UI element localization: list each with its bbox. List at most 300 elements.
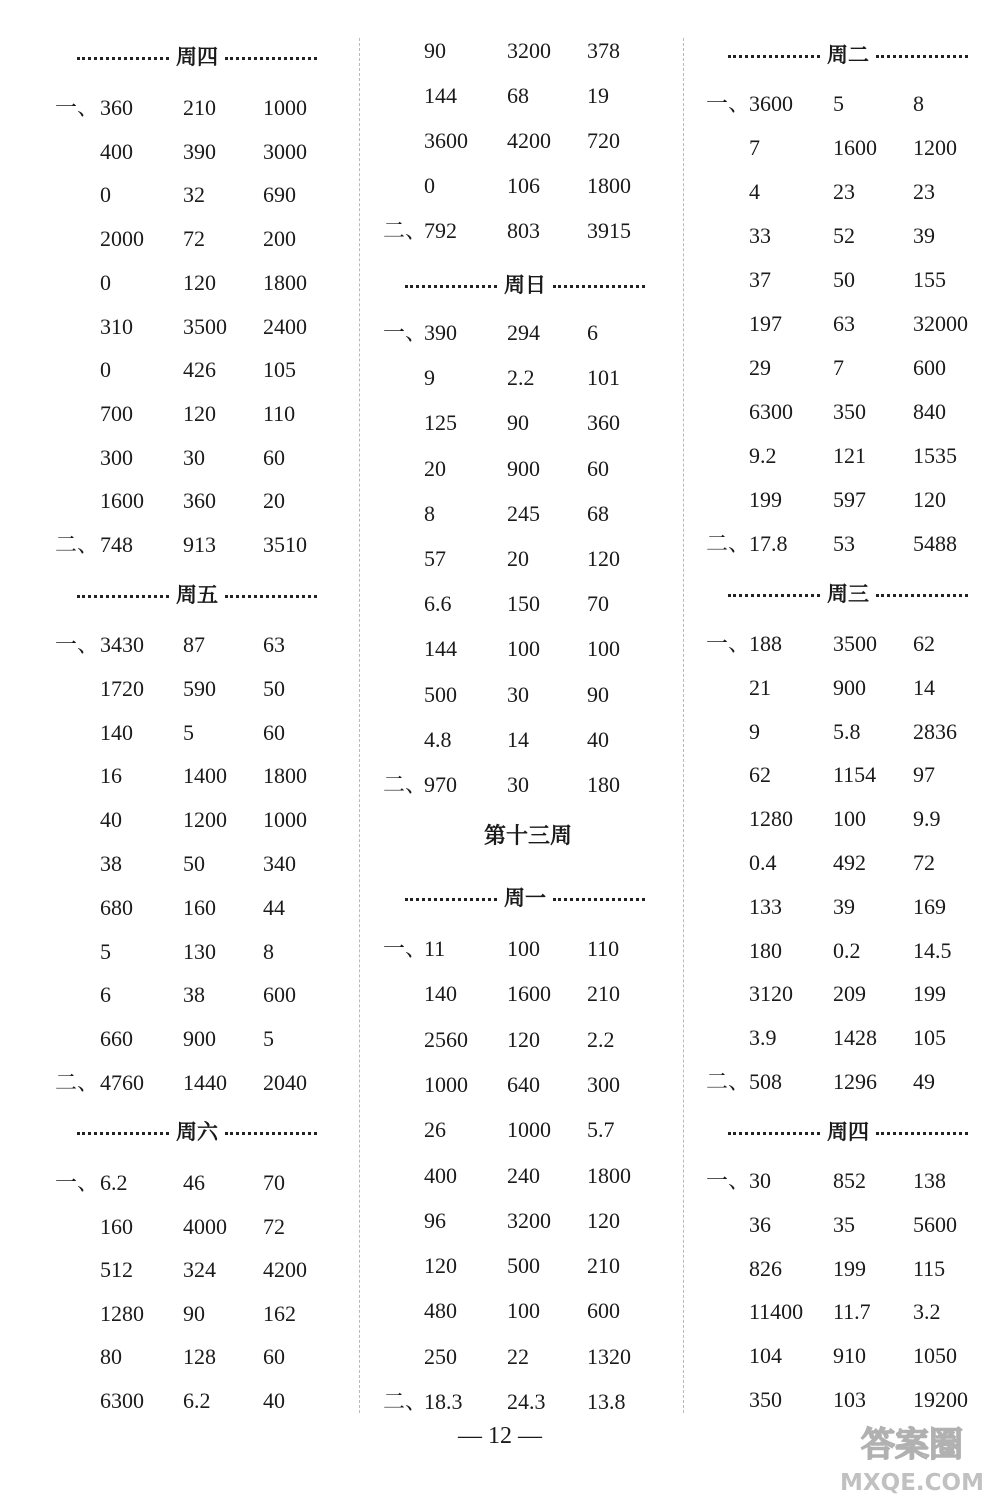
day-section-header	[77, 1117, 317, 1147]
answer-value: 155	[913, 267, 946, 292]
answer-value: 4200	[507, 128, 551, 153]
answer-value: 1050	[913, 1343, 957, 1369]
answer-value: 125	[424, 410, 457, 436]
answer-value: 2.2	[507, 365, 535, 391]
answer-value: 14	[507, 726, 529, 752]
answer-value: 3915	[587, 218, 631, 243]
answer-value: 7	[833, 355, 844, 380]
answer-value: 68	[587, 500, 609, 526]
answer-value: 100	[507, 936, 540, 961]
answer-value: 30	[749, 1168, 771, 1193]
question-label: 一、	[706, 631, 751, 656]
day-title: 周四	[827, 1120, 869, 1144]
dotted-leader	[728, 1132, 820, 1135]
answer-value: 970	[424, 772, 457, 797]
answer-value: 200	[263, 226, 296, 252]
answer-value: 826	[749, 1255, 782, 1281]
answer-value: 3600	[424, 128, 468, 153]
dotted-leader	[77, 1132, 169, 1135]
day-title: 周日	[504, 273, 546, 297]
answer-value: 104	[749, 1343, 782, 1369]
answer-value: 6	[587, 320, 598, 345]
answer-value: 390	[183, 138, 216, 164]
answer-value: 294	[507, 320, 540, 345]
answer-value: 2836	[913, 718, 957, 744]
answer-value: 680	[100, 894, 133, 920]
answer-value: 20	[263, 488, 285, 514]
answer-value: 210	[587, 981, 620, 1007]
answer-value: 210	[587, 1253, 620, 1279]
question-label: 一、	[55, 95, 100, 120]
column-divider-1	[359, 38, 360, 1413]
answer-value: 803	[507, 218, 540, 243]
answer-value: 120	[424, 1253, 457, 1279]
answer-value: 140	[424, 981, 457, 1007]
answer-value: 3200	[507, 38, 551, 63]
dotted-leader	[876, 55, 968, 58]
answer-value: 1720	[100, 675, 144, 701]
answer-value: 840	[913, 399, 946, 424]
answer-value: 19200	[913, 1387, 968, 1412]
dotted-leader	[553, 285, 645, 288]
answer-value: 49	[913, 1069, 935, 1094]
answer-value: 600	[263, 982, 296, 1008]
watermark-text: 答案圈	[861, 1425, 963, 1465]
answer-value: 60	[263, 719, 285, 745]
answer-value: 90	[507, 410, 529, 436]
question-label: 一、	[706, 91, 751, 116]
answer-value: 0	[100, 182, 111, 208]
answer-value: 512	[100, 1257, 133, 1283]
dotted-leader	[225, 595, 317, 598]
answer-value: 144	[424, 636, 457, 662]
answer-value: 30	[507, 772, 529, 797]
answer-value: 1000	[507, 1117, 551, 1143]
answer-value: 3500	[833, 631, 877, 656]
answer-value: 8	[263, 938, 274, 964]
answer-value: 480	[424, 1298, 457, 1324]
day-section-header	[728, 40, 968, 70]
dotted-leader	[225, 57, 317, 60]
day-section-header	[728, 1117, 968, 1147]
day-section-header	[405, 270, 645, 300]
answer-value: 11400	[749, 1299, 804, 1325]
answer-value: 37	[749, 267, 771, 292]
day-title: 周四	[176, 45, 218, 69]
answer-value: 5	[833, 91, 844, 116]
answer-value: 5	[183, 719, 194, 745]
answer-value: 110	[263, 400, 296, 426]
answer-value: 140	[100, 719, 133, 745]
answer-value: 160	[100, 1213, 133, 1239]
question-label: 二、	[383, 218, 428, 243]
answer-value: 17.8	[749, 531, 788, 556]
answer-value: 60	[263, 444, 285, 470]
answer-value: 50	[833, 267, 855, 292]
day-title: 周五	[176, 583, 218, 607]
answer-value: 62	[913, 631, 935, 656]
answer-value: 0	[100, 269, 111, 295]
answer-value: 1800	[263, 269, 307, 295]
answer-value: 3600	[749, 91, 793, 116]
answer-value: 180	[587, 772, 620, 797]
answer-value: 360	[587, 410, 620, 436]
answer-value: 640	[507, 1071, 540, 1097]
answer-value: 660	[100, 1026, 133, 1052]
question-label: 二、	[55, 532, 100, 557]
day-title: 周二	[827, 43, 869, 67]
answer-value: 16	[100, 763, 122, 789]
answer-value: 0.4	[749, 850, 777, 875]
dotted-leader	[225, 1132, 317, 1135]
answer-value: 1600	[833, 135, 877, 160]
answer-value: 144	[424, 83, 457, 108]
answer-value: 7	[749, 135, 760, 160]
answer-value: 6300	[100, 1388, 144, 1413]
answer-value: 1400	[183, 763, 227, 789]
answer-value: 1800	[263, 763, 307, 789]
day-title: 周六	[176, 1120, 218, 1144]
question-label: 一、	[383, 320, 428, 345]
answer-value: 700	[100, 400, 133, 426]
answer-value: 180	[749, 937, 782, 963]
answer-value: 32000	[913, 311, 968, 336]
answer-value: 63	[833, 311, 855, 336]
answer-value: 33	[749, 223, 771, 248]
day-title: 周三	[827, 582, 869, 606]
answer-value: 40	[100, 807, 122, 833]
answer-value: 1280	[100, 1300, 144, 1326]
answer-value: 14.5	[913, 937, 952, 963]
answer-value: 792	[424, 218, 457, 243]
answer-value: 68	[507, 83, 529, 108]
answer-value: 120	[587, 546, 620, 571]
answer-value: 600	[587, 1298, 620, 1324]
answer-value: 19	[587, 83, 609, 108]
answer-value: 63	[263, 632, 285, 657]
answer-value: 13.8	[587, 1389, 626, 1414]
answer-value: 120	[183, 400, 216, 426]
week-title: 第十三周	[483, 824, 572, 849]
answer-value: 160	[183, 894, 216, 920]
answer-value: 36	[749, 1211, 771, 1237]
answer-value: 60	[263, 1344, 285, 1370]
answer-value: 100	[507, 636, 540, 662]
answer-value: 1000	[424, 1071, 468, 1097]
answer-value: 360	[183, 488, 216, 514]
answer-value: 240	[507, 1162, 540, 1188]
answer-value: 11	[424, 936, 446, 961]
answer-value: 900	[507, 455, 540, 481]
answer-value: 3510	[263, 532, 307, 557]
answer-value: 9.2	[749, 443, 777, 468]
answer-value: 6.2	[100, 1170, 128, 1195]
answer-value: 199	[913, 981, 946, 1007]
answer-value: 106	[507, 173, 540, 198]
answer-value: 3.9	[749, 1025, 777, 1051]
dotted-leader	[77, 595, 169, 598]
answer-value: 3500	[183, 313, 227, 339]
answer-value: 910	[833, 1343, 866, 1369]
answer-value: 4.8	[424, 726, 452, 752]
answer-value: 32	[183, 182, 205, 208]
answer-value: 1200	[913, 135, 957, 160]
answer-value: 1154	[833, 762, 877, 788]
answer-value: 11.7	[833, 1299, 871, 1325]
answer-value: 8	[913, 91, 924, 116]
answer-value: 50	[183, 851, 205, 876]
answer-value: 3.2	[913, 1299, 941, 1325]
answer-value: 24.3	[507, 1389, 546, 1414]
answer-value: 50	[263, 675, 285, 701]
answer-value: 110	[587, 936, 620, 961]
answer-value: 46	[183, 1170, 205, 1195]
answer-value: 9	[424, 365, 435, 391]
answer-value: 100	[507, 1298, 540, 1324]
day-section-header	[77, 580, 317, 610]
answer-value: 340	[263, 851, 296, 876]
answer-value: 40	[263, 1388, 285, 1413]
answer-value: 1000	[263, 807, 307, 833]
question-label: 二、	[383, 1389, 428, 1414]
day-section-header	[728, 579, 968, 609]
answer-value: 597	[833, 487, 866, 512]
page-number: — 12 —	[458, 1423, 542, 1449]
answer-value: 1000	[263, 95, 307, 120]
watermark-domain: MXQE.COM	[840, 1470, 984, 1496]
answer-value: 1280	[749, 806, 793, 832]
answer-value: 52	[833, 223, 855, 248]
answer-value: 23	[913, 179, 935, 204]
answer-value: 60	[587, 455, 609, 481]
answer-value: 210	[183, 95, 216, 120]
answer-value: 245	[507, 500, 540, 526]
answer-value: 0	[424, 173, 435, 198]
answer-value: 70	[263, 1170, 285, 1195]
answer-value: 900	[183, 1026, 216, 1052]
answer-value: 1428	[833, 1025, 877, 1051]
answer-value: 500	[507, 1253, 540, 1279]
answer-value: 100	[833, 806, 866, 832]
answer-value: 9.9	[913, 806, 941, 832]
question-label: 二、	[706, 531, 751, 556]
question-label: 一、	[55, 632, 100, 657]
answer-value: 4	[749, 179, 760, 204]
answer-value: 4200	[263, 1257, 307, 1283]
answer-value: 590	[183, 675, 216, 701]
question-label: 一、	[706, 1168, 751, 1193]
answer-value: 188	[749, 631, 782, 656]
answer-value: 5	[263, 1026, 274, 1052]
question-label: 一、	[383, 936, 428, 961]
answer-value: 39	[833, 893, 855, 919]
answer-value: 250	[424, 1343, 457, 1369]
answer-value: 105	[913, 1025, 946, 1051]
answer-value: 121	[833, 443, 866, 468]
answer-value: 120	[587, 1207, 620, 1233]
answer-value: 300	[100, 444, 133, 470]
answer-value: 197	[749, 311, 782, 336]
answer-value: 324	[183, 1257, 216, 1283]
answer-value: 120	[913, 487, 946, 512]
answer-value: 310	[100, 313, 133, 339]
dotted-leader	[876, 594, 968, 597]
answer-value: 720	[587, 128, 620, 153]
answer-value: 6.6	[424, 591, 452, 617]
answer-value: 360	[100, 95, 133, 120]
answer-value: 38	[183, 982, 205, 1008]
answer-value: 14	[913, 674, 935, 700]
answer-value: 120	[183, 269, 216, 295]
answer-value: 90	[183, 1300, 205, 1326]
dotted-leader	[728, 55, 820, 58]
answer-value: 130	[183, 938, 216, 964]
question-label: 二、	[383, 772, 428, 797]
answer-value: 3200	[507, 1207, 551, 1233]
answer-value: 100	[587, 636, 620, 662]
answer-value: 90	[424, 38, 446, 63]
answer-value: 852	[833, 1168, 866, 1193]
answer-value: 80	[100, 1344, 122, 1370]
answer-value: 97	[913, 762, 935, 788]
answer-value: 492	[833, 850, 866, 875]
dotted-leader	[77, 57, 169, 60]
answer-value: 6.2	[183, 1388, 211, 1413]
dotted-leader	[876, 1132, 968, 1135]
day-section-header	[77, 42, 317, 72]
answer-value: 70	[587, 591, 609, 617]
answer-value: 90	[587, 681, 609, 707]
answer-value: 390	[424, 320, 457, 345]
answer-value: 1800	[587, 1162, 631, 1188]
answer-value: 199	[833, 1255, 866, 1281]
answer-value: 5.8	[833, 718, 861, 744]
answer-value: 57	[424, 546, 446, 571]
answer-value: 1535	[913, 443, 957, 468]
answer-value: 128	[183, 1344, 216, 1370]
answer-value: 199	[749, 487, 782, 512]
answer-value: 29	[749, 355, 771, 380]
answer-value: 426	[183, 357, 216, 383]
watermark-logo	[830, 1416, 995, 1501]
answer-value: 350	[833, 399, 866, 424]
answer-value: 8	[424, 500, 435, 526]
answer-value: 508	[749, 1069, 782, 1094]
answer-value: 26	[424, 1117, 446, 1143]
answer-value: 30	[507, 681, 529, 707]
answer-value: 115	[913, 1255, 946, 1281]
answer-value: 9	[749, 718, 760, 744]
answer-value: 900	[833, 674, 866, 700]
answer-value: 2000	[100, 226, 144, 252]
answer-value: 44	[263, 894, 285, 920]
answer-value: 350	[749, 1387, 782, 1412]
answer-value: 138	[913, 1168, 946, 1193]
answer-value: 23	[833, 179, 855, 204]
answer-value: 87	[183, 632, 205, 657]
answer-value: 103	[833, 1387, 866, 1412]
answer-value: 105	[263, 357, 296, 383]
answer-value: 1800	[587, 173, 631, 198]
answer-value: 133	[749, 893, 782, 919]
day-section-header	[405, 883, 645, 913]
dotted-leader	[405, 898, 497, 901]
answer-value: 1200	[183, 807, 227, 833]
answer-value: 0.2	[833, 937, 861, 963]
answer-value: 600	[913, 355, 946, 380]
answer-value: 4000	[183, 1213, 227, 1239]
answer-value: 1320	[587, 1343, 631, 1369]
answer-value: 1600	[507, 981, 551, 1007]
question-label: 二、	[55, 1070, 100, 1095]
answer-value: 400	[424, 1162, 457, 1188]
question-label: 二、	[706, 1069, 751, 1094]
answer-value: 53	[833, 531, 855, 556]
answer-value: 2040	[263, 1070, 307, 1095]
answer-value: 18.3	[424, 1389, 463, 1414]
answer-value: 6	[100, 982, 111, 1008]
dotted-leader	[553, 898, 645, 901]
answer-value: 150	[507, 591, 540, 617]
answer-value: 5488	[913, 531, 957, 556]
answer-value: 162	[263, 1300, 296, 1326]
answer-value: 5600	[913, 1211, 957, 1237]
answer-value: 500	[424, 681, 457, 707]
answer-value: 40	[587, 726, 609, 752]
answer-value: 2400	[263, 313, 307, 339]
answer-value: 30	[183, 444, 205, 470]
day-title: 周一	[504, 886, 546, 910]
answer-value: 5.7	[587, 1117, 615, 1143]
answer-value: 72	[183, 226, 205, 252]
answer-value: 96	[424, 1207, 446, 1233]
answer-value: 3120	[749, 981, 793, 1007]
answer-value: 300	[587, 1071, 620, 1097]
answer-value: 101	[587, 365, 620, 391]
answer-value: 38	[100, 851, 122, 876]
answer-value: 72	[263, 1213, 285, 1239]
answer-value: 400	[100, 138, 133, 164]
answer-value: 1440	[183, 1070, 227, 1095]
answer-value: 913	[183, 532, 216, 557]
answer-value: 72	[913, 850, 935, 875]
answer-value: 20	[424, 455, 446, 481]
answer-value: 22	[507, 1343, 529, 1369]
answer-value: 3430	[100, 632, 144, 657]
dotted-leader	[405, 285, 497, 288]
answer-value: 2560	[424, 1026, 468, 1052]
answer-value: 378	[587, 38, 620, 63]
answer-value: 209	[833, 981, 866, 1007]
answer-value: 2.2	[587, 1026, 615, 1052]
answer-value: 62	[749, 762, 771, 788]
answer-value: 6300	[749, 399, 793, 424]
answer-value: 748	[100, 532, 133, 557]
answer-value: 21	[749, 674, 771, 700]
answer-value: 120	[507, 1026, 540, 1052]
answer-value: 4760	[100, 1070, 144, 1095]
answer-value: 39	[913, 223, 935, 248]
answer-value: 35	[833, 1211, 855, 1237]
answer-value: 1296	[833, 1069, 877, 1094]
answer-value: 1600	[100, 488, 144, 514]
answer-value: 20	[507, 546, 529, 571]
column-divider-2	[683, 38, 684, 1413]
answer-value: 0	[100, 357, 111, 383]
answer-value: 690	[263, 182, 296, 208]
answer-value: 169	[913, 893, 946, 919]
answer-value: 5	[100, 938, 111, 964]
